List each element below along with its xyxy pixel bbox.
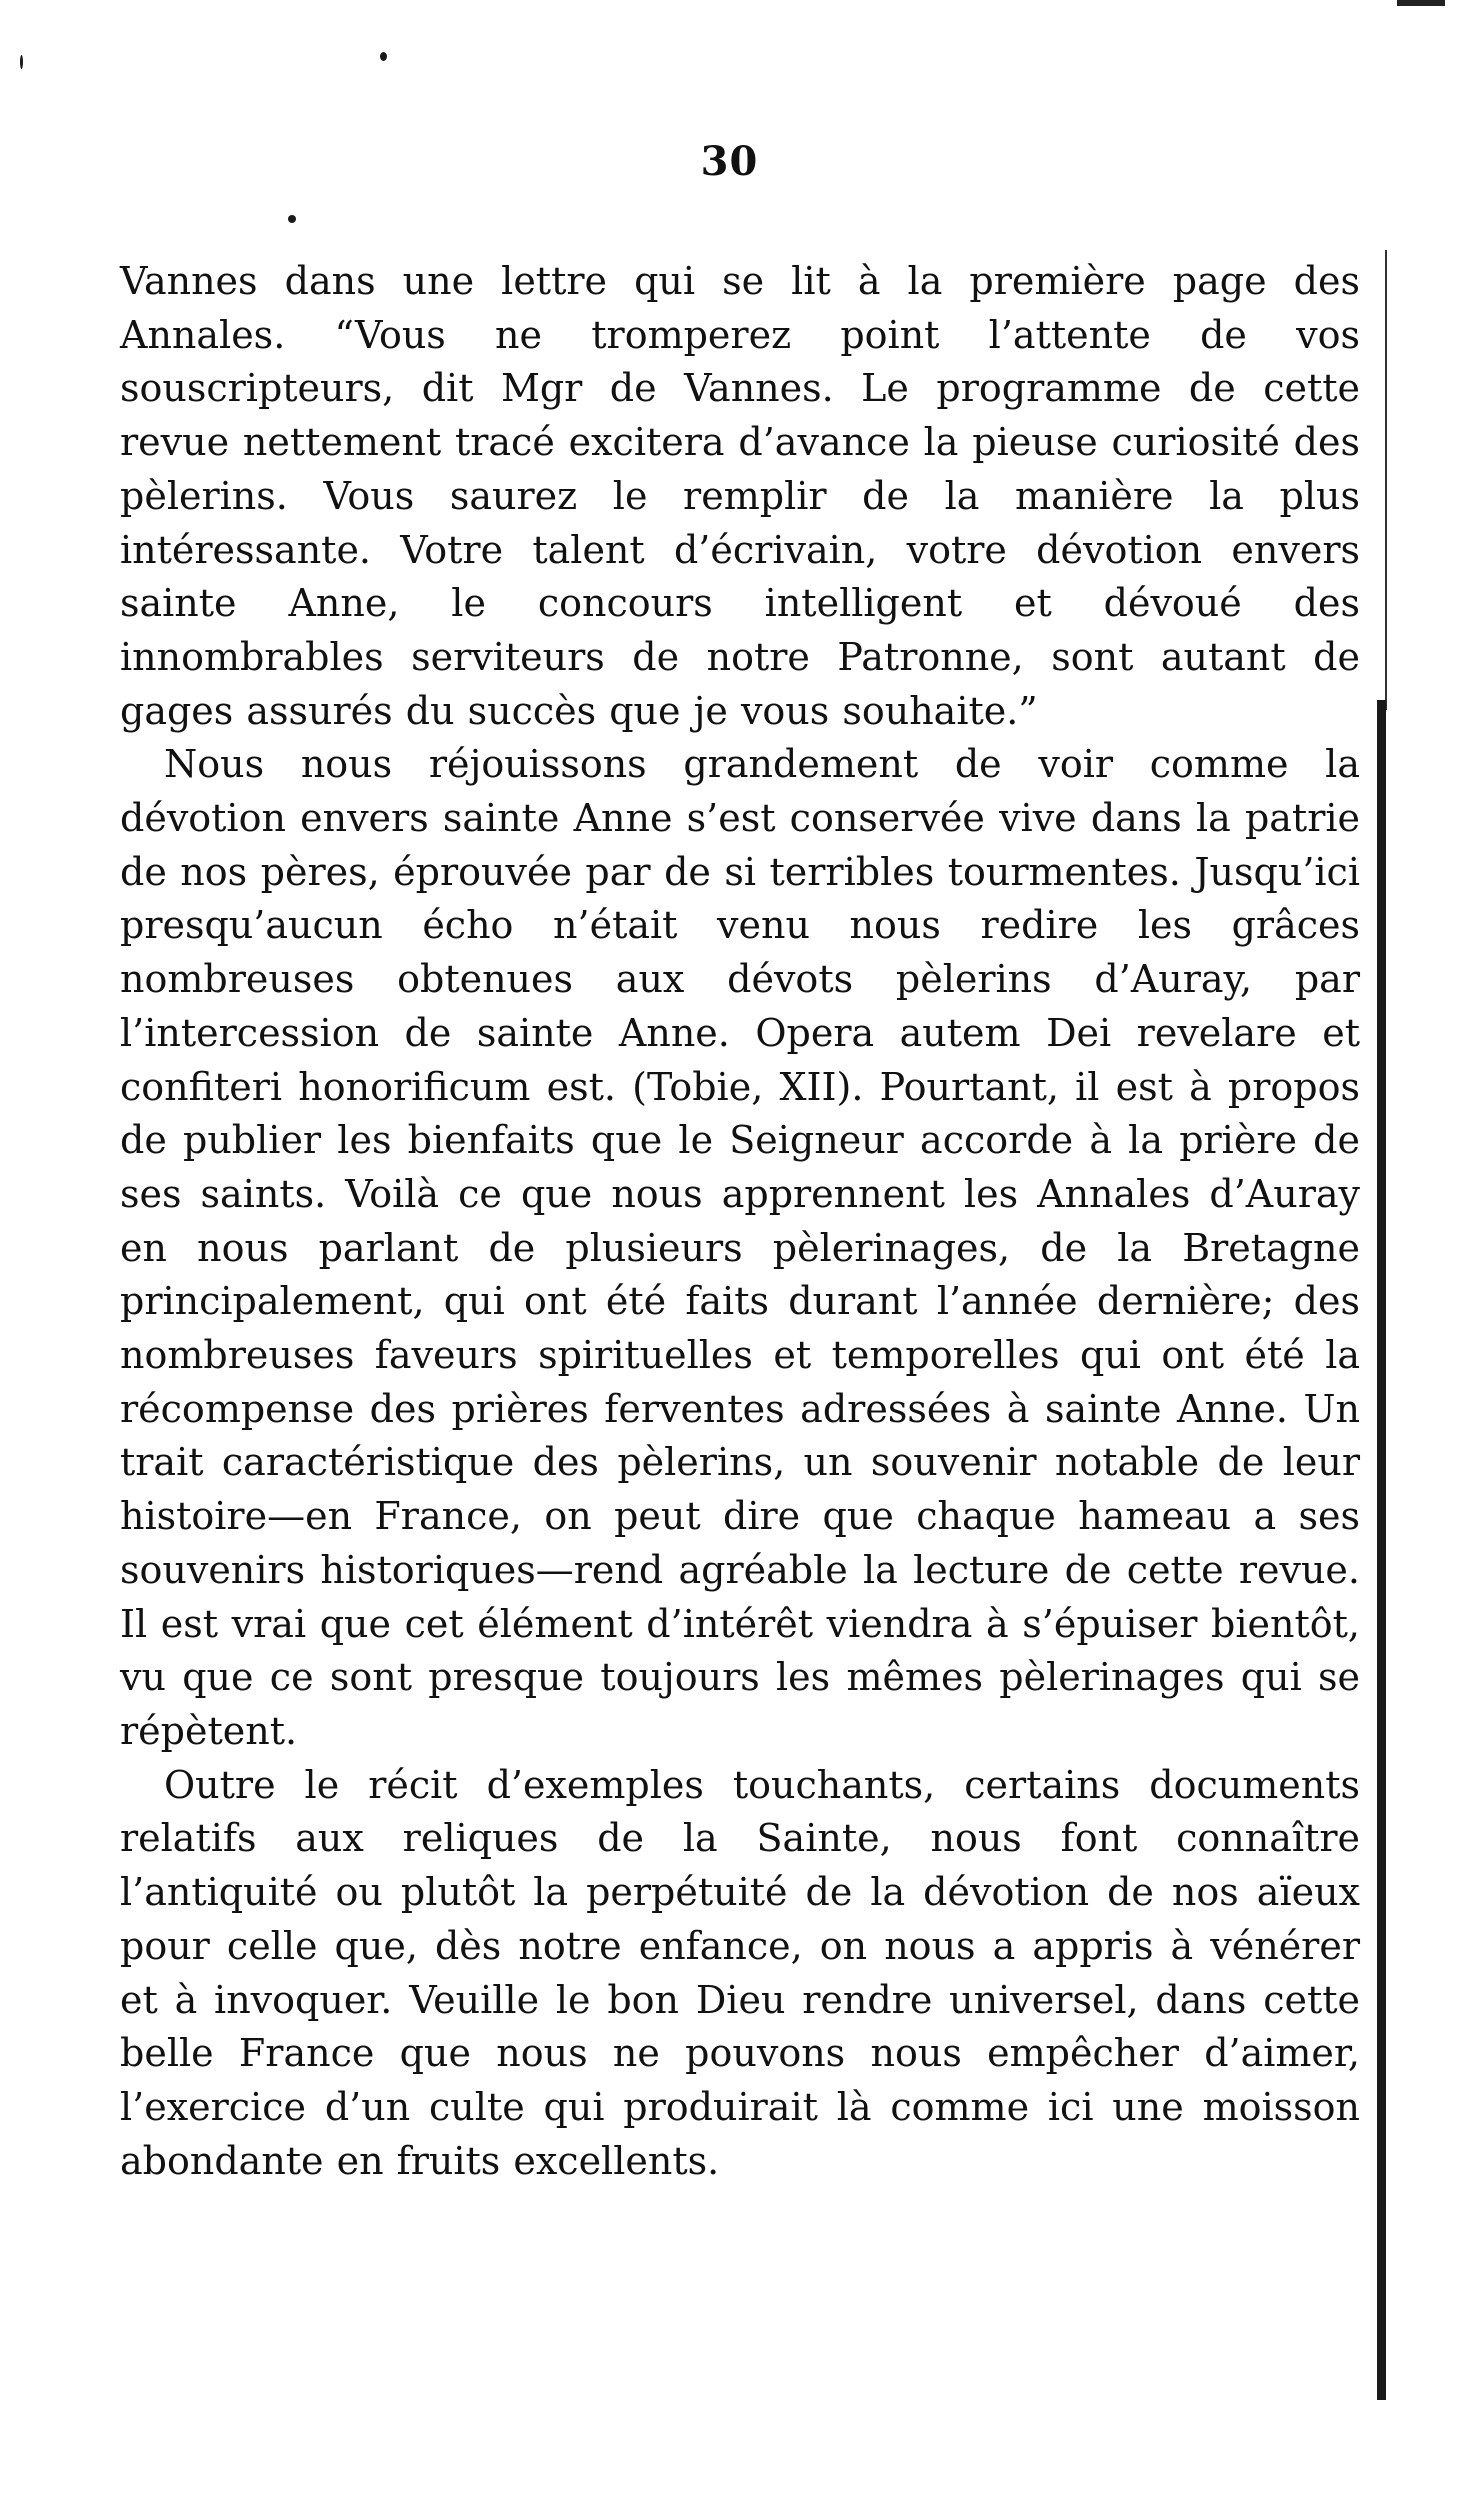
paragraph: Outre le récit d’exemples touchants, certains documents relatifs aux reliques de la Sainte, nous font connaître l’antiquité ou plutôt la perpétuité de la dévotion de nos aïeux pour celle que, dès notre enfance, on nous a appris à vénérer et à invoquer. Veuille le bon Dieu rendre universel, dans cette belle France que nous ne pouvons nous empêcher d’aimer, l’exercice d’un culte qui produirait là comme ici une moisson abondante en fruits excellents. [120,1762,1360,2183]
scan-edge-line [1385,250,1387,710]
scan-speck [288,215,296,223]
scan-speck [20,55,23,69]
paragraph: Vannes dans une lettre qui se lit à la première page des Annales. “Vous ne tromperez point l’attente de vos souscripteurs, dit Mgr de Vannes. Le programme de cette revue nettement tracé excitera d’avance la pieuse curiosité des pèlerins. Vous saurez le remplir de la manière la plus intéressante. Votre talent d’écrivain, votre dévotion envers sainte Anne, le concours intelligent et dévoué des innombrables serviteurs de notre Patronne, sont autant de gages assurés du succès que je vous souhaite.” [120,259,1360,733]
scan-corner-mark [1397,0,1445,6]
scan-speck [380,52,387,61]
scan-edge-bar [1377,700,1386,2400]
body-text [120,255,1360,2188]
paragraph: Nous nous réjouissons grandement de voir comme la dévotion envers sainte Anne s’est conservée vive dans la patrie de nos pères, éprouvée par de si terribles tourmentes. Jusqu’ici presqu’aucun écho n’était venu nous redire les grâces nombreuses obtenues aux dévots pèlerins d’Auray, par l’intercession de sainte Anne. Opera autem Dei revelare et confiteri honorificum est. (Tobie, XII). Pourtant, il est à propos de publier les bienfaits que le Seigneur accorde à la prière de ses saints. Voilà ce que nous apprennent les Annales d’Auray en nous parlant de plusieurs pèlerinages, de la Bretagne principalement, qui ont été faits durant l’année dernière; des nombreuses faveurs spirituelles et temporelles qui ont été la récompense des prières ferventes adressées à sainte Anne. Un trait caractéristique des pèlerins, un souvenir notable de leur histoire—en France, on peut dire que chaque hameau a ses souvenirs historiques—rend agréable la lecture de cette revue. Il est vrai que cet élément d’intérêt viendra à s’épuiser bientôt, vu que ce sont presque toujours les mêmes pèlerinages qui se répètent. [120,742,1360,1753]
page-number: 30 [700,138,759,185]
